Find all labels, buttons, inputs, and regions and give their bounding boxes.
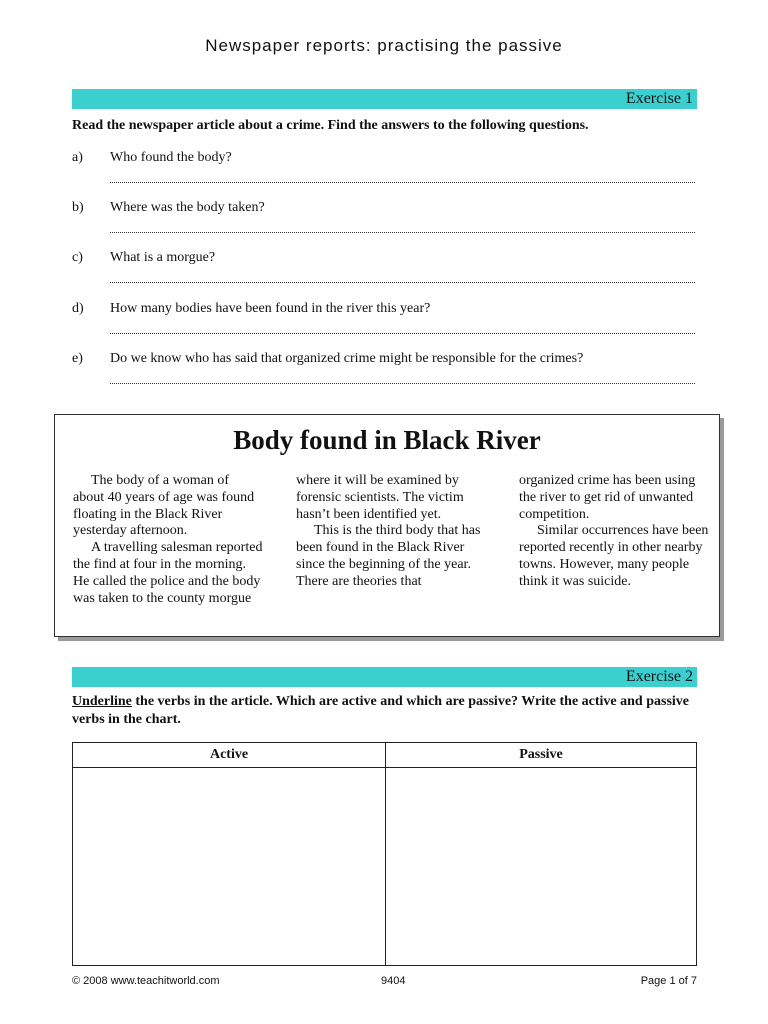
exercise-2-instruction — [72, 693, 697, 729]
article-paragraph: where it will be examined by forensic scientists. The victim hasn’t been identified yet. — [296, 473, 464, 522]
active-cell[interactable] — [73, 768, 385, 965]
newspaper-article — [54, 414, 720, 637]
page-title: Newspaper reports: practising the passive — [205, 36, 563, 55]
instruction-text: the verbs in the article. Which are active and which are passive? Write the active and passive verbs in the chart. — [72, 694, 690, 727]
footer-code: 9404 — [381, 975, 406, 987]
answer-line[interactable] — [110, 327, 695, 334]
answer-line[interactable] — [110, 377, 695, 384]
exercise-1-instruction: Read the newspaper article about a crime. Find the answers to the following questions. — [72, 118, 589, 133]
article-headline: Body found in Black River — [233, 425, 541, 455]
article-column-1 — [73, 473, 263, 607]
question-letter: b) — [72, 200, 84, 215]
footer-copyright: © 2008 www.teachitworld.com — [72, 975, 220, 987]
question-text: What is a morgue? — [110, 250, 216, 265]
answer-line[interactable] — [110, 276, 695, 283]
question-letter: a) — [72, 150, 83, 165]
question-letter: d) — [72, 301, 84, 316]
question-text: How many bodies have been found in the river this year? — [110, 301, 431, 316]
chart-header-passive: Passive — [519, 747, 563, 762]
verb-chart — [72, 742, 697, 966]
question-text: Do we know who has said that organized crime might be responsible for the crimes? — [110, 351, 584, 366]
exercise-1-label: Exercise 1 — [625, 90, 693, 107]
article-paragraph: The body of a woman of about 40 years of age was found floating in the Black River yesterday afternoon. — [73, 473, 255, 539]
question-text: Where was the body taken? — [110, 200, 265, 215]
footer-page-number: Page 1 of 7 — [640, 975, 697, 987]
chart-header-active: Active — [209, 747, 249, 762]
article-paragraph: This is the third body that has been found in the Black River since the beginning of the year. There are theories that — [296, 523, 481, 589]
question-text: Who found the body? — [110, 150, 232, 165]
exercise-2-bar — [72, 667, 697, 687]
exercise-1-bar — [72, 89, 697, 109]
question-letter: c) — [72, 250, 83, 265]
answer-line[interactable] — [110, 226, 695, 233]
article-paragraph: organized crime has been using the river to get rid of unwanted competition. — [519, 473, 696, 522]
article-paragraph: Similar occurrences have been reported recently in other nearby towns. However, many people think it was suicide. — [519, 523, 709, 589]
instruction-underlined-word: Underline — [72, 694, 132, 709]
article-column-2 — [296, 473, 486, 591]
answer-line[interactable] — [110, 176, 695, 183]
question-letter: e) — [72, 351, 83, 366]
exercise-2-label: Exercise 2 — [625, 668, 693, 685]
article-paragraph: A travelling salesman reported the find at four in the morning. He called the police and the body was taken to the county morgue — [73, 540, 263, 606]
article-column-3 — [519, 473, 709, 591]
passive-cell[interactable] — [386, 768, 696, 965]
